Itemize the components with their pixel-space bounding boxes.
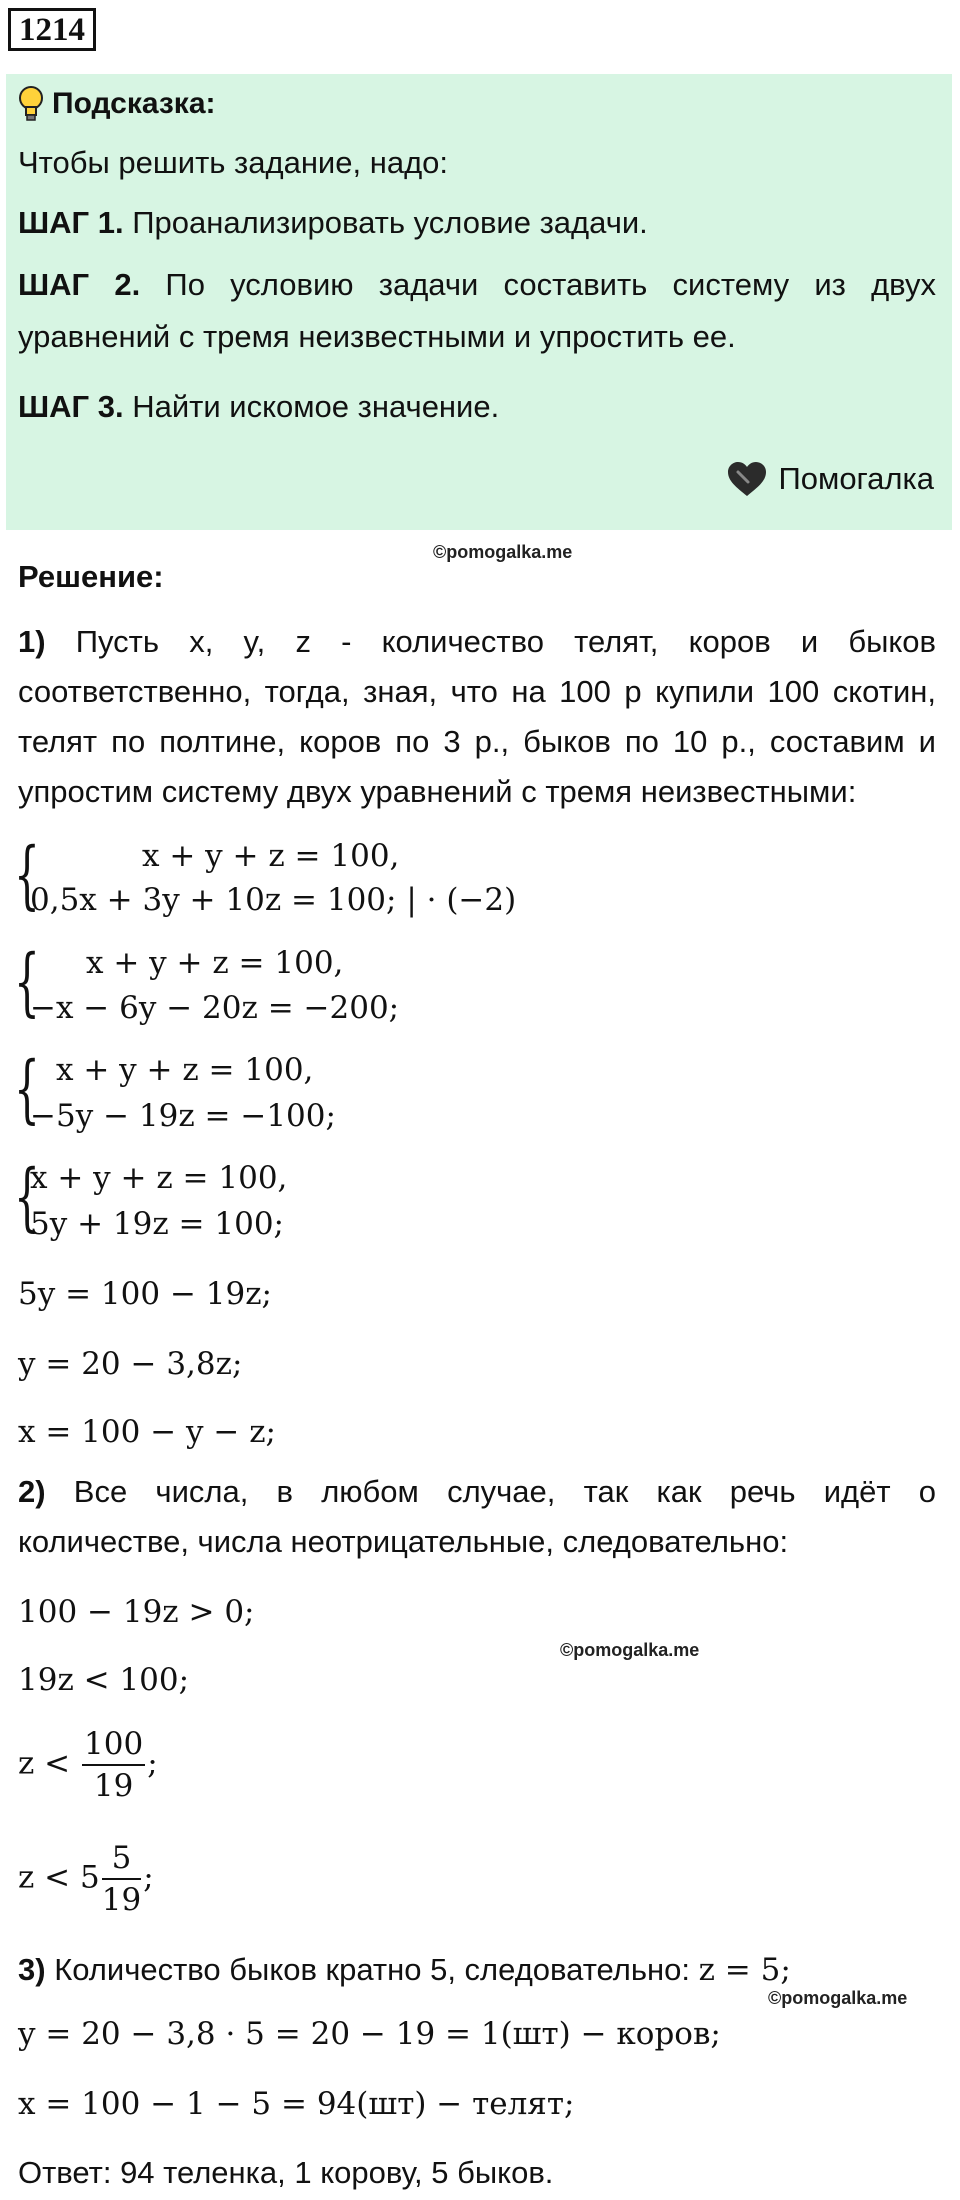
part-number: 2) — [18, 1474, 46, 1509]
part1-line-4: упростим систему двух уравнений с тремя неизвестными: — [18, 774, 857, 809]
system-3-eq-2: −5y − 19z = −100; — [30, 1098, 336, 1134]
fraction — [82, 1724, 145, 1806]
step-label: ШАГ 1. — [18, 205, 124, 240]
inequality: 100 − 19z > 0; — [18, 1594, 255, 1630]
fraction — [102, 1838, 141, 1920]
system-1-eq-1: x + y + z = 100, — [142, 838, 400, 874]
system-2-eq-2: −x − 6y − 20z = −200; — [30, 990, 400, 1026]
hint-step-1 — [18, 198, 936, 248]
system-brace: { — [14, 832, 40, 918]
part2-line-1 — [18, 1467, 936, 1517]
part-text: Количество быков кратно 5, следовательно: — [45, 1952, 699, 1987]
lightbulb-icon — [18, 86, 44, 122]
watermark: ©pomogalka.me — [768, 1988, 908, 2008]
hint-step-3 — [18, 382, 936, 432]
system-4-eq-1: x + y + z = 100, — [30, 1160, 288, 1196]
fraction-numerator: 100 — [82, 1724, 145, 1766]
equation: x = 100 − 1 − 5 = 94(шт) − телят; — [18, 2086, 575, 2122]
part-number: 1) — [18, 624, 46, 659]
step-text: Найти искомое значение. — [123, 389, 500, 424]
part3-math: z = 5; — [698, 1952, 791, 1988]
system-brace: { — [14, 1046, 40, 1132]
inequality: 19z < 100; — [18, 1662, 190, 1698]
part1-line-2: соответственно, тогда, зная, что на 100 р купили 100 скотин, — [18, 674, 936, 709]
equation: x = 100 − y − z; — [18, 1414, 276, 1450]
system-1-eq-2: 0,5x + 3y + 10z = 100; | · (−2) — [30, 882, 517, 918]
system-brace: { — [14, 939, 40, 1025]
inequality-mixed — [18, 1838, 154, 1920]
equation: y = 20 − 3,8z; — [18, 1346, 243, 1382]
system-2-eq-1: x + y + z = 100, — [86, 945, 344, 981]
brand — [726, 460, 934, 498]
ineq-end: ; — [147, 1745, 158, 1782]
ineq-lhs: z < 5 — [18, 1859, 100, 1896]
ineq-end: ; — [143, 1859, 154, 1896]
brand-label: Помогалка — [778, 461, 934, 496]
part2-line-2: количестве, числа неотрицательные, следовательно: — [18, 1524, 789, 1559]
fraction-denominator: 19 — [101, 1882, 142, 1918]
system-brace: { — [14, 1154, 40, 1240]
step-label: ШАГ 2. — [18, 267, 141, 302]
part1-line-1 — [18, 617, 936, 667]
hint-title-text: Подсказка: — [52, 87, 216, 120]
fraction-denominator: 19 — [93, 1768, 134, 1804]
hint-step-2 — [18, 260, 936, 310]
equation: y = 20 − 3,8 · 5 = 20 − 19 = 1(шт) − коров; — [18, 2016, 721, 2052]
hint-intro: Чтобы решить задание, надо: — [18, 145, 449, 180]
step-label: ШАГ 3. — [18, 389, 124, 424]
system-3-eq-1: x + y + z = 100, — [56, 1052, 314, 1088]
ineq-lhs: z < — [18, 1745, 71, 1782]
watermark: ©pomogalka.me — [433, 542, 573, 562]
fraction-numerator: 5 — [102, 1838, 141, 1880]
heart-icon — [726, 460, 768, 498]
equation: 5y = 100 − 19z; — [18, 1276, 272, 1312]
hint-step-2-cont: уравнений с тремя неизвестными и упростить ее. — [18, 319, 736, 354]
part-number: 3) — [18, 1952, 46, 1987]
task-number: 1214 — [8, 8, 96, 51]
part-text: Пусть x, y, z - количество телят, коров и быков — [45, 624, 936, 659]
step-text: Проанализировать условие задачи. — [123, 205, 648, 240]
part-text: Все числа, в любом случае, так как речь идёт о — [45, 1474, 936, 1509]
part1-line-3: телят по полтине, коров по 3 р., быков по 10 р., составим и — [18, 724, 936, 759]
hint-title — [18, 86, 216, 122]
watermark: ©pomogalka.me — [560, 1640, 700, 1660]
system-4-eq-2: 5y + 19z = 100; — [30, 1206, 284, 1242]
step-text: По условию задачи составить систему из двух — [140, 267, 936, 302]
answer: Ответ: 94 теленка, 1 корову, 5 быков. — [18, 2155, 554, 2190]
inequality-fraction — [18, 1724, 158, 1806]
solution-title: Решение: — [18, 559, 164, 594]
